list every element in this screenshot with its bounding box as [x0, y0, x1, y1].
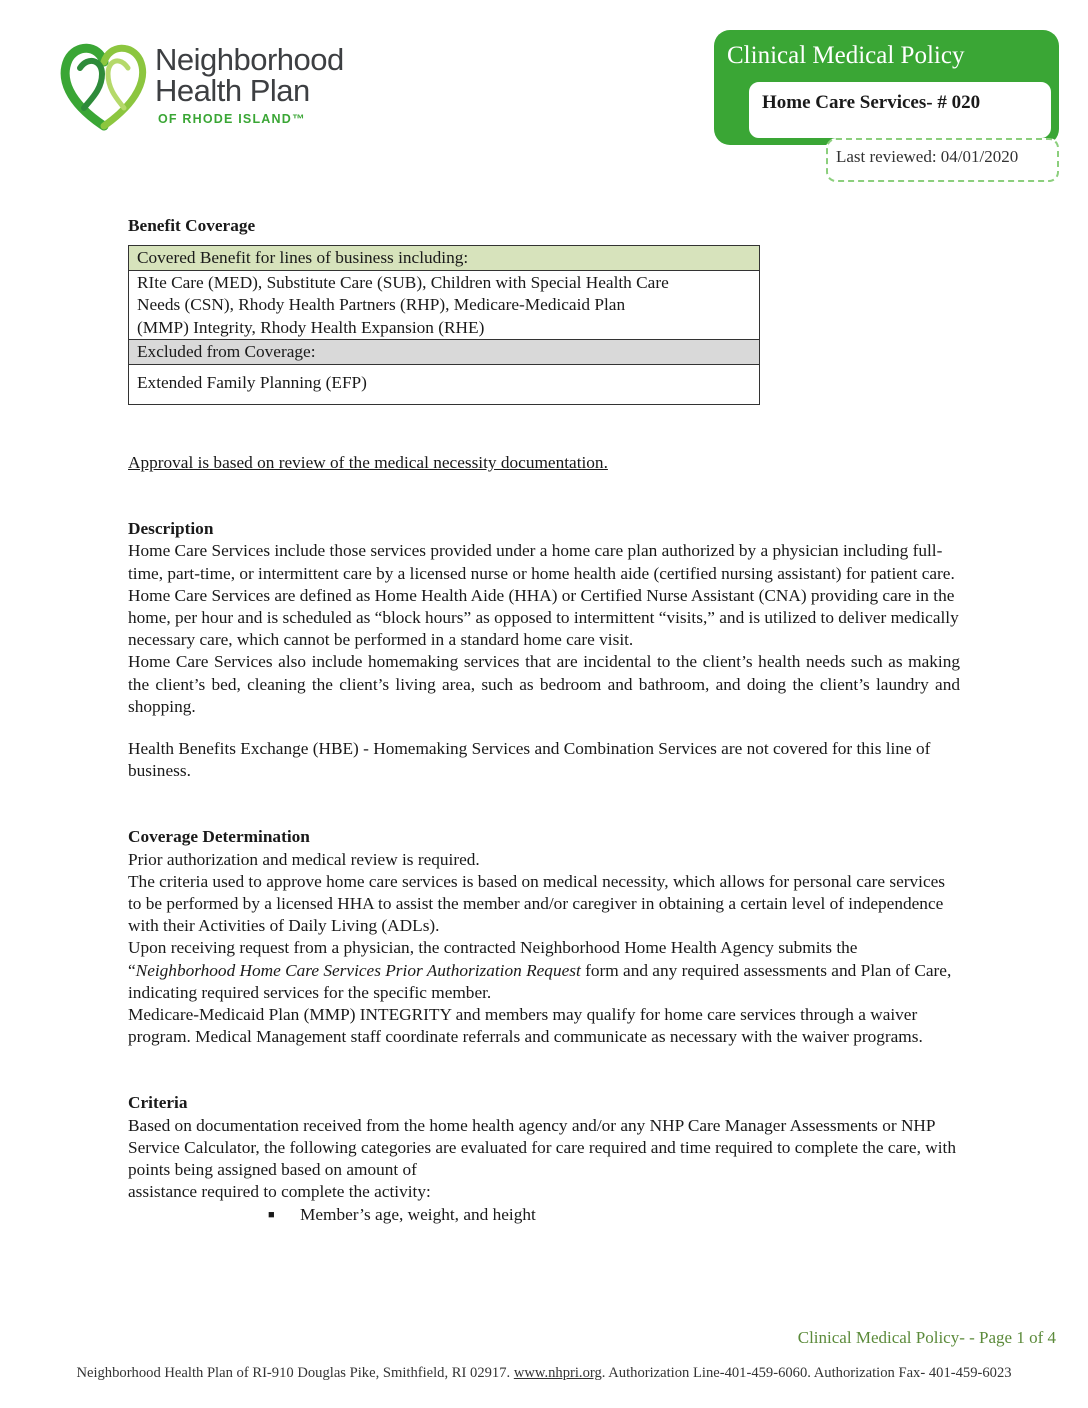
- criteria-bullet-text: Member’s age, weight, and height: [300, 1204, 536, 1224]
- footer: [0, 1365, 1088, 1382]
- policy-name: Home Care Services- # 020: [762, 92, 981, 113]
- document-body: [128, 215, 960, 1226]
- description-paragraph: Home Care Services also include homemaking services that are incidental to the client’s health needs such as making the client’s bed, cleaning the client’s living area, such as bedroom and bathroom, and doing the client’s laundry and shopping.: [128, 652, 960, 716]
- covered-line: RIte Care (MED), Substitute Care (SUB), Children with Special Health Care: [137, 273, 669, 293]
- covered-benefit-header: Covered Benefit for lines of business including:: [129, 246, 759, 271]
- form-name: Neighborhood Home Care Services Prior Authorization Request: [135, 960, 581, 980]
- description-heading: Description: [128, 519, 214, 539]
- coverage-paragraph: Prior authorization and medical review is required.: [128, 849, 480, 869]
- approval-note: Approval is based on review of the medical necessity documentation.: [128, 453, 608, 473]
- covered-benefit-cell: [129, 271, 759, 339]
- criteria-bullet: [128, 1204, 960, 1226]
- excluded-value: Extended Family Planning (EFP): [137, 372, 367, 392]
- description-paragraph: Health Benefits Exchange (HBE) - Homemaking Services and Combination Services are not covered for this line of business.: [128, 739, 931, 781]
- footer-contact: . Authorization Line-401-459-6060. Authorization Fax- 401-459-6023: [601, 1365, 1012, 1381]
- policy-title: Clinical Medical Policy: [727, 42, 965, 69]
- description-paragraph: Home Care Services include those services provided under a home care plan authorized by a physician including full-time, part-time, or intermittent care by a licensed nurse or home health aide (certified nursing assistant) for patient care. Home Care Services are defined as Home Health Aide (HHA) or Certified Nurse Assistant (CNA) providing care in the home, per hour and is scheduled as “block hours” as opposed to intermittent “visits,” and is utilized to deliver medically necessary care, which cannot be performed in a standard home care visit.: [128, 541, 959, 650]
- criteria-paragraph: assistance required to complete the activity:: [128, 1182, 431, 1202]
- covered-line: Needs (CSN), Rhody Health Partners (RHP), Medicare-Medicaid Plan: [137, 295, 626, 315]
- coverage-paragraph: The criteria used to approve home care services is based on medical necessity, which allows for personal care services to be performed by a licensed HHA to assist the member and/or caregiver in obtaining a certain level of independence with their Activities of Daily Living (ADLs).: [128, 871, 946, 936]
- coverage-paragraph: [128, 937, 960, 1004]
- footer-address: Neighborhood Health Plan of RI-910 Douglas Pike, Smithfield, RI 02917.: [76, 1365, 514, 1381]
- page-number: Clinical Medical Policy- - Page 1 of 4: [797, 1328, 1056, 1347]
- coverage-paragraph: Medicare-Medicaid Plan (MMP) INTEGRITY and members may qualify for home care services through a waiver program. Medical Management staff coordinate referrals and communicate as necessary with the waiver programs.: [128, 1005, 923, 1047]
- square-bullet-icon: ■: [268, 1208, 275, 1221]
- criteria-heading: Criteria: [128, 1093, 188, 1113]
- coverage-heading: Coverage Determination: [128, 827, 310, 847]
- nhp-logo: [58, 38, 378, 134]
- covered-line: (MMP) Integrity, Rhody Health Expansion (RHE): [137, 317, 485, 337]
- heart-swirl-icon: [58, 38, 150, 134]
- logo-name-line2: Health Plan: [155, 73, 310, 108]
- benefit-coverage-heading: Benefit Coverage: [128, 216, 256, 235]
- excluded-header: Excluded from Coverage:: [129, 339, 759, 365]
- benefit-coverage-table: [128, 245, 760, 405]
- logo-tagline: OF RHODE ISLAND™: [158, 112, 306, 126]
- coverage-text: Upon receiving request from a physician, the contracted Neighborhood Home Health Agency submits the “: [128, 938, 858, 980]
- coverage-text: form and any required assessments and Plan of Care, indicating required services for the specific member.: [128, 960, 952, 1002]
- website-link[interactable]: www.nhpri.org: [513, 1365, 602, 1381]
- last-reviewed: Last reviewed: 04/01/2020: [836, 147, 1019, 166]
- logo-name-line1: Neighborhood: [155, 42, 344, 77]
- logo-name: [155, 44, 344, 106]
- criteria-paragraph: Based on documentation received from the home health agency and/or any NHP Care Manager Assessments or NHP Service Calculator, the following categories are evaluated for care required and time required to complete the care, with points being assigned based on amount of: [128, 1115, 956, 1180]
